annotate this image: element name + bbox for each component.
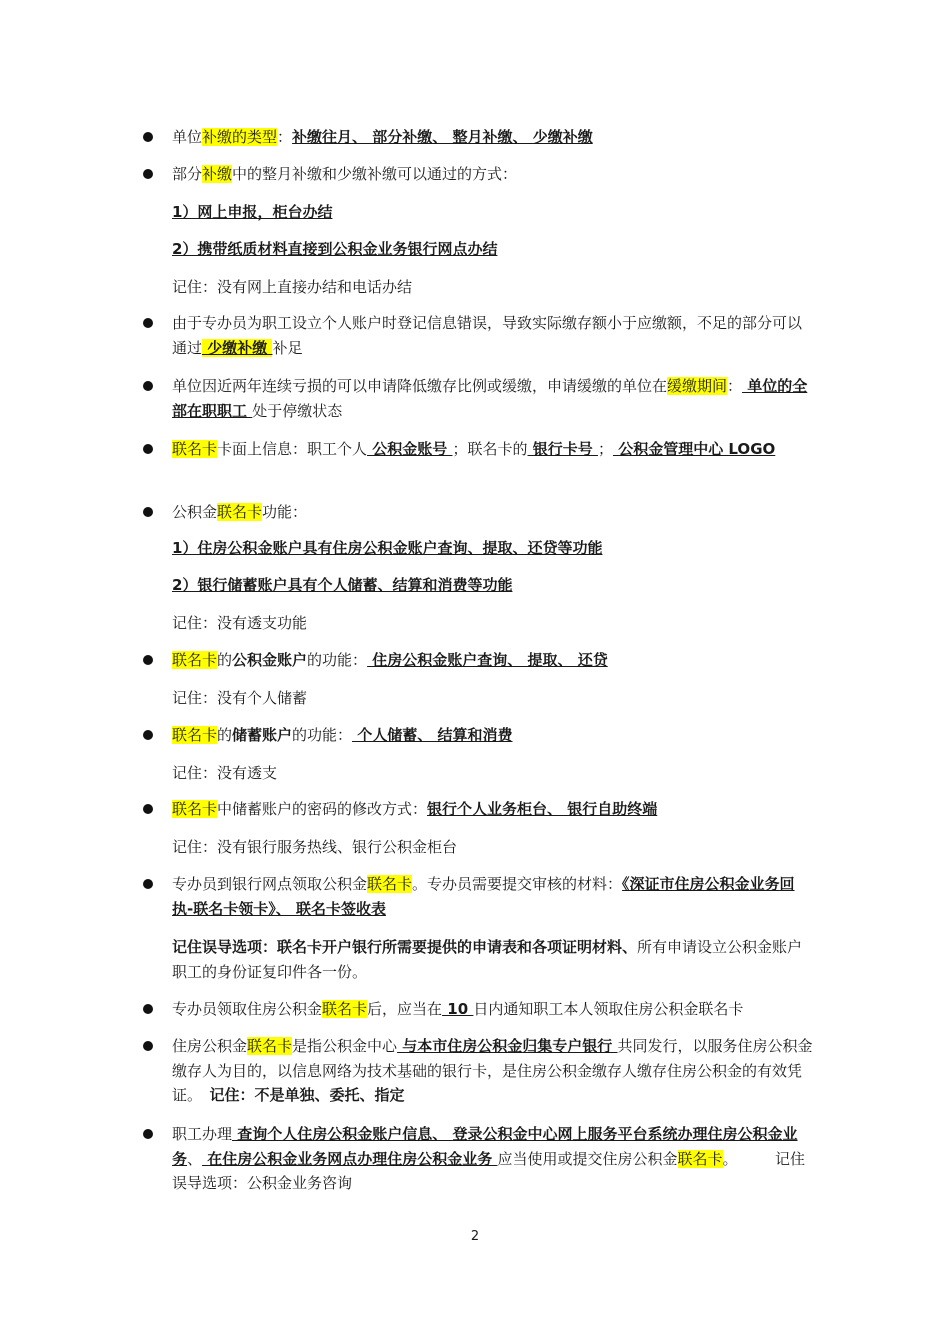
bullet-icon xyxy=(143,1129,153,1139)
answer-text: 补缴往月、 部分补缴、 整月补缴、 少缴补缴 xyxy=(292,128,593,146)
bullet-icon xyxy=(143,879,153,889)
bullet-icon xyxy=(143,381,153,391)
answer-text: 银行个人业务柜台、 银行自助终端 xyxy=(427,800,658,818)
answer-text: 单位的全部在职职工 xyxy=(172,377,808,420)
note: 记住：没有网上直接办结和电话办结 xyxy=(172,278,413,296)
option-1: 1）网上申报，柜台办结 xyxy=(172,203,333,221)
option-2: 2）携带纸质材料直接到公积金业务银行网点办结 xyxy=(172,240,498,258)
answer-text: 《深证市住房公积金业务回执-联名卡领卡》、 联名卡签收表 xyxy=(172,875,795,918)
answer-text: 与本市住房公积金归集专户银行 xyxy=(397,1037,618,1055)
bullet-icon xyxy=(143,507,153,517)
paragraph-partial-makeup: 部分补缴中的整月补缴和少缴补缴可以通过的方式： xyxy=(172,165,518,183)
bullet-icon xyxy=(143,318,153,328)
paragraph-employee-usage: 职工办理 查询个人住房公积金账户信息、 登录公积金中心网上服务平台系统办理住房公积金业务、 在住房公积金业务网点办理住房公积金业务 应当使用或提交住房公积金联名卡。 记住误导选项：公积金业务咨询 xyxy=(172,1125,806,1192)
paragraph-card-collection: 专办员到银行网点领取公积金联名卡。专办员需要提交审核的材料：《深证市住房公积金业务回执-联名卡领卡》、 联名卡签收表 xyxy=(172,875,795,918)
paragraph-card-face: 联名卡卡面上信息：职工个人 公积金账号 ；联名卡的 银行卡号 ； 公积金管理中心 LOGO xyxy=(172,440,776,458)
note: 记住：没有个人储蓄 xyxy=(172,689,308,707)
answer-text: 住房公积金账户查询、 提取、 还贷 xyxy=(367,651,608,669)
page-number: 2 xyxy=(470,1229,480,1244)
paragraph-underpayment: 由于专办员为职工设立个人账户时登记信息错误，导致实际缴存额小于应缴额，不足的部分可以通过 少缴补缴 补足 xyxy=(172,314,803,357)
paragraph-makeup-types: 单位补缴的类型：补缴往月、 部分补缴、 整月补缴、 少缴补缴 xyxy=(172,128,593,146)
paragraph-card-functions: 公积金联名卡功能： xyxy=(172,503,308,521)
bullet-icon xyxy=(143,730,153,740)
answer-text: 少缴补缴 xyxy=(202,338,273,357)
bullet-icon xyxy=(143,169,153,179)
paragraph-deferral: 单位因近两年连续亏损的可以申请降低缴存比例或缓缴，申请缓缴的单位在缓缴期间： 单位的全部在职职工 处于停缴状态 xyxy=(172,377,808,420)
bullet-icon xyxy=(143,1041,153,1051)
function-1: 1）住房公积金账户具有住房公积金账户查询、提取、还贷等功能 xyxy=(172,539,603,557)
bullet-icon xyxy=(143,132,153,142)
paragraph-fund-account: 联名卡的公积金账户的功能： 住房公积金账户查询、 提取、 还贷 xyxy=(172,651,608,669)
paragraph-notify-employee: 专办员领取住房公积金联名卡后，应当在 10 日内通知职工本人领取住房公积金联名卡 xyxy=(172,1000,744,1018)
bullet-icon xyxy=(143,804,153,814)
answer-text: 10 xyxy=(442,1000,474,1018)
note: 记住：没有透支 xyxy=(172,764,278,782)
note-misleading-options: 记住误导选项：联名卡开户银行所需要提供的申请表和各项证明材料、所有申请设立公积金账户职工的身份证复印件各一份。 xyxy=(172,938,803,981)
bullet-icon xyxy=(143,444,153,454)
note: 记住：没有透支功能 xyxy=(172,614,308,632)
note: 记住：没有银行服务热线、银行公积金柜台 xyxy=(172,838,458,856)
paragraph-password-change: 联名卡中储蓄账户的密码的修改方式：银行个人业务柜台、 银行自助终端 xyxy=(172,800,658,818)
bullet-icon xyxy=(143,655,153,665)
function-2: 2）银行储蓄账户具有个人储蓄、结算和消费等功能 xyxy=(172,576,513,594)
answer-text: 个人储蓄、 结算和消费 xyxy=(352,726,513,744)
bullet-icon xyxy=(143,1004,153,1014)
paragraph-savings-account: 联名卡的储蓄账户的功能： 个人储蓄、 结算和消费 xyxy=(172,726,513,744)
paragraph-card-definition: 住房公积金联名卡是指公积金中心 与本市住房公积金归集专户银行 共同发行，以服务住房公积金缴存人为目的，以信息网络为技术基础的银行卡，是住房公积金缴存人缴存住房公积金的有效凭证。 记住：不是单独、委托、指定 xyxy=(172,1037,813,1104)
